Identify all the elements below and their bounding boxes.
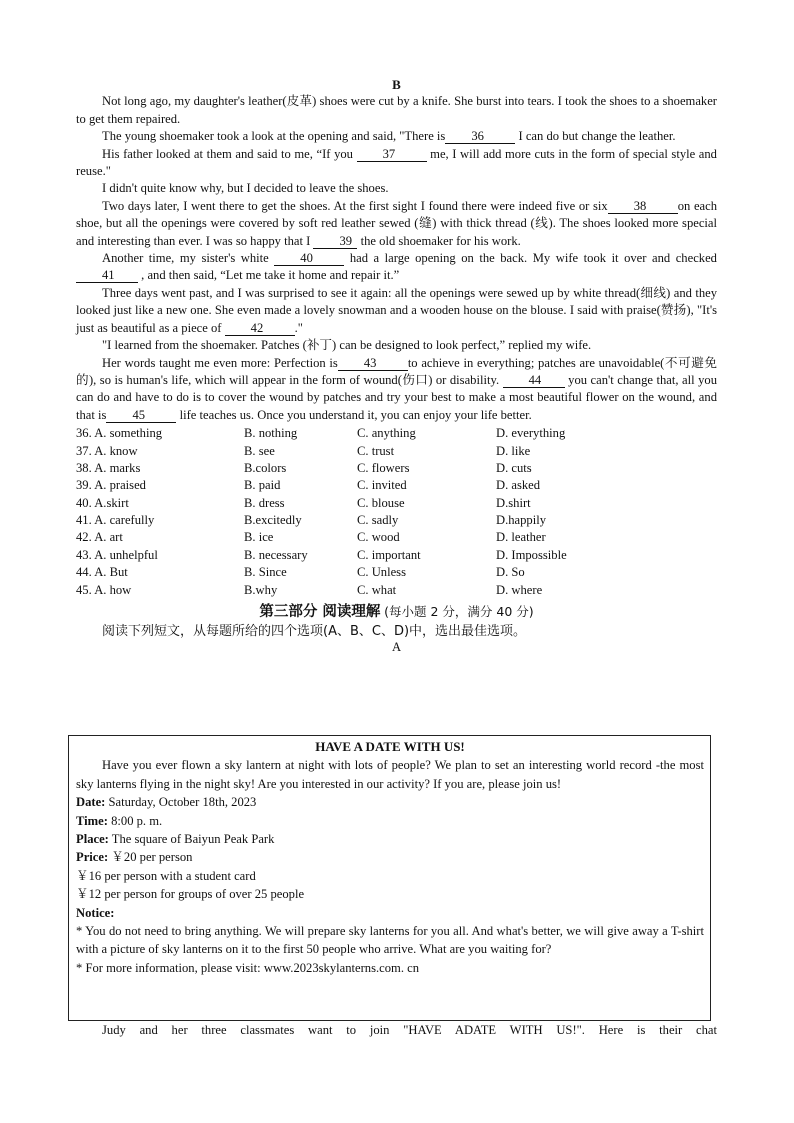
option-row-41	[76, 512, 717, 529]
notice-price: Price: ￥20 per person	[76, 850, 193, 865]
option-c[interactable]: C. wood	[357, 530, 400, 545]
notice-intro: Have you ever flown a sky lantern at night with lots of people? We plan to set an interesting world record -the most sky lanterns flying in the night sky! Are you interested in our activity? If you are, please join us!	[76, 758, 704, 791]
cloze-passage-b	[76, 76, 717, 654]
option-row-37	[76, 443, 717, 460]
option-d[interactable]: D.happily	[496, 513, 547, 528]
option-c[interactable]: C. Unless	[357, 565, 406, 580]
option-b[interactable]: B. ice	[244, 530, 274, 545]
option-b[interactable]: B. nothing	[244, 426, 298, 441]
notice-title: HAVE A DATE WITH US!	[315, 739, 465, 754]
section-3-score: (每小题 2 分，满分 40 分)	[384, 604, 534, 620]
option-a[interactable]: 44. A. But	[76, 565, 128, 580]
option-row-43	[76, 547, 717, 564]
notice-item-1: * You do not need to bring anything. We will prepare sky lanterns for you all. And what's better, we will give away a T-shirt with a picture of sky lanterns on it to the first 50 people who arrive. What are you waiting for?	[76, 924, 704, 957]
blank-43: 43	[338, 356, 408, 371]
option-b[interactable]: B.colors	[244, 460, 287, 475]
option-row-38	[76, 460, 717, 477]
option-row-45	[76, 582, 717, 599]
option-c[interactable]: C. sadly	[357, 513, 399, 528]
blank-40: 40	[274, 251, 344, 266]
section-3-title: 第三部分 阅读理解	[259, 604, 381, 621]
option-b[interactable]: B. Since	[244, 565, 287, 580]
blank-45: 45	[106, 408, 176, 423]
paragraph-7: Three days went past, and I was surprised to see it again: all the openings were sewed up by white thread(细线) and they looked just like a new one. She even made a lovely snowman and a wooden house on the blouse. I said with praise(赞扬), "It's just as beautiful as a piece of 42 ."	[76, 285, 718, 335]
option-b[interactable]: B. necessary	[244, 547, 308, 562]
option-b[interactable]: B.excitedly	[244, 513, 302, 528]
blank-38: 38	[608, 199, 678, 214]
blank-42: 42	[225, 321, 295, 336]
paragraph-5: Two days later, I went there to get the shoes. At the first sight I found there were indeed five or six 38 on each shoe, but all the openings were covered by soft red leather sewed (缝) with thick thread (线). The shoes looked more special and interesting than ever. I was so happy that I 39 the old shoemaker for his work.	[76, 198, 718, 248]
option-a[interactable]: 40. A.skirt	[76, 495, 129, 510]
notice-place: Place: The square of Baiyun Peak Park	[76, 832, 275, 847]
paragraph-3: His father looked at them and said to me, “If you 37 me, I will add more cuts in the form of special style and reuse."	[76, 146, 717, 179]
option-b[interactable]: B. paid	[244, 478, 281, 493]
option-c[interactable]: C. flowers	[357, 460, 410, 475]
option-a[interactable]: 45. A. how	[76, 582, 132, 597]
option-row-44	[76, 564, 717, 581]
option-b[interactable]: B.why	[244, 582, 278, 597]
option-a[interactable]: 37. A. know	[76, 443, 138, 458]
option-row-40	[76, 495, 717, 512]
option-d[interactable]: D. Impossible	[496, 547, 567, 562]
paragraph-9: Her words taught me even more: Perfection is 43 to achieve in everything; patches are unavoidable(不可避免的), so is human's life, which will appear in the form of wound(伤口) or disability. 44 you can't change that, all you can do and have to do is to cover the wound by patches and try your best to make a most beautiful flower on the wound, and that is 45 life teaches us. Once you understand it, you can enjoy your life better.	[76, 355, 717, 422]
paragraph-1: Not long ago, my daughter's leather(皮革) shoes were cut by a knife. She burst into tears. I took the shoes to a shoemaker to get them repaired.	[76, 94, 718, 126]
option-d[interactable]: D. everything	[496, 426, 566, 441]
notice-price-student: ￥16 per person with a student card	[76, 868, 256, 883]
option-a[interactable]: 39. A. praised	[76, 478, 146, 493]
notice-date: Date: Saturday, October 18th, 2023	[76, 795, 257, 810]
section-label-b: B	[392, 77, 401, 92]
paragraph-8: "I learned from the shoemaker. Patches (补丁) can be designed to look perfect,” replied my wife.	[102, 338, 592, 353]
notice-item-2: * For more information, please visit: www.2023skylanterns.com. cn	[76, 960, 420, 975]
option-d[interactable]: D. asked	[496, 478, 541, 493]
paragraph-2: The young shoemaker took a look at the opening and said, "There is 36 I can do but change the leather.	[102, 129, 676, 144]
option-a[interactable]: 36. A. something	[76, 426, 163, 441]
option-row-36	[76, 425, 717, 442]
section-3-instruction: 阅读下列短文，从每题所给的四个选项(A、B、C、D)中，选出最佳选项。	[102, 624, 527, 640]
option-a[interactable]: 38. A. marks	[76, 460, 141, 475]
option-c[interactable]: C. blouse	[357, 495, 405, 510]
blank-36: 36	[445, 129, 515, 144]
blank-44: 44	[503, 373, 565, 388]
option-c[interactable]: C. anything	[357, 426, 416, 441]
blank-37: 37	[357, 147, 427, 162]
blank-41: 41	[76, 268, 138, 283]
option-d[interactable]: D. where	[496, 582, 543, 597]
option-c[interactable]: C. important	[357, 547, 421, 562]
option-c[interactable]: C. invited	[357, 478, 407, 493]
notice-label: Notice:	[76, 905, 115, 920]
option-c[interactable]: C. what	[357, 582, 397, 597]
answer-options	[76, 425, 717, 599]
option-b[interactable]: B. dress	[244, 495, 285, 510]
option-row-39	[76, 477, 717, 494]
section-3-heading	[76, 602, 717, 622]
paragraph-6: Another time, my sister's white 40 had a large opening on the back. My wife took it over and checked 41 , and then said, “Let me take it home and repair it.”	[76, 250, 717, 285]
option-a[interactable]: 42. A. art	[76, 530, 123, 545]
option-d[interactable]: D. leather	[496, 530, 546, 545]
option-row-42	[76, 529, 717, 546]
blank-39: 39	[313, 234, 357, 249]
option-c[interactable]: C. trust	[357, 443, 395, 458]
option-d[interactable]: D. So	[496, 565, 525, 580]
event-notice-box	[68, 735, 711, 1021]
option-b[interactable]: B. see	[244, 443, 275, 458]
option-d[interactable]: D.shirt	[496, 495, 531, 510]
notice-price-group: ￥12 per person for groups of over 25 people	[76, 887, 305, 902]
option-a[interactable]: 41. A. carefully	[76, 513, 155, 528]
chat-intro-line: Judy and her three classmates want to join "HAVE ADATE WITH US!". Here is their chat	[102, 1023, 717, 1037]
paragraph-4: I didn't quite know why, but I decided to leave the shoes.	[102, 181, 389, 196]
option-d[interactable]: D. cuts	[496, 460, 532, 475]
passage-label-a: A	[391, 640, 402, 655]
option-a[interactable]: 43. A. unhelpful	[76, 547, 158, 562]
notice-time: Time: 8:00 p. m.	[76, 813, 163, 828]
option-d[interactable]: D. like	[496, 443, 531, 458]
